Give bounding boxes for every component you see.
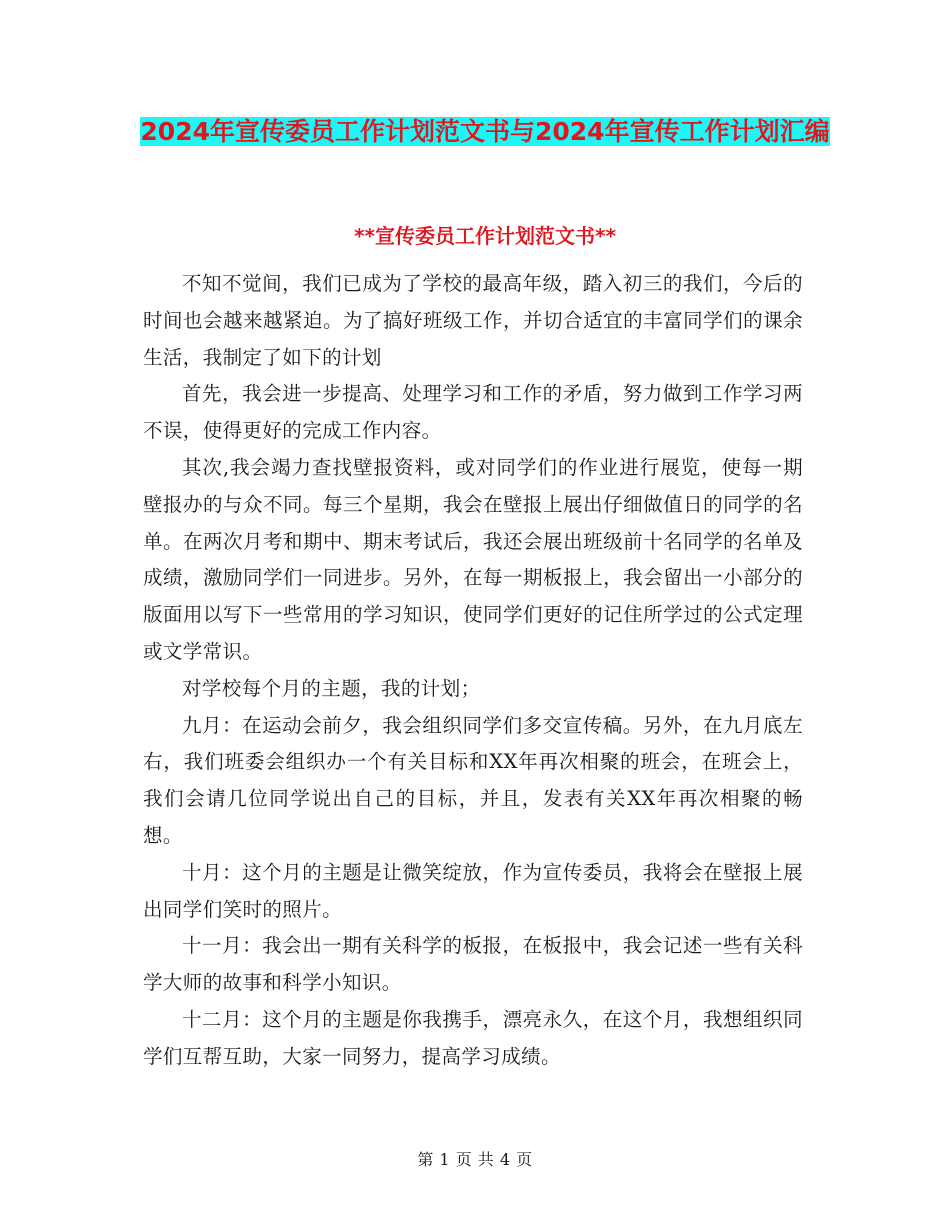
paragraph: 对学校每个月的主题，我的计划； (182, 676, 481, 700)
paragraph: 十二月：这个月的主题是你我携手，漂亮永久，在这个月，我想组织同学们互帮互助，大家一同努力，提高学习成绩。 (143, 1007, 803, 1068)
paragraph: 九月：在运动会前夕，我会组织同学们多交宣传稿。另外，在九月底左右，我们班委会组织办一个有关目标和XX年再次相聚的班会，在班会上，我们会请几位同学说出自己的目标，并且，发表有关XX年再次相聚的畅想。 (143, 713, 803, 847)
paragraph: 十月：这个月的主题是让微笑绽放，作为宣传委员，我将会在壁报上展出同学们笑时的照片。 (143, 860, 803, 921)
paragraph: 其次,我会竭力查找壁报资料，或对同学们的作业进行展览，使每一期壁报办的与众不同。每三个星期，我会在壁报上展出仔细做值日的同学的名单。在两次月考和期中、期末考试后，我还会展出班级前十名同学的名单及成绩，激励同学们一同进步。另外，在每一期板报上，我会留出一小部分的版面用以写下一些常用的学习知识，使同学们更好的记住所学过的公式定理或文学常识。 (143, 455, 803, 663)
paragraph: 首先，我会进一步提高、处理学习和工作的矛盾，努力做到工作学习两不误，使得更好的完成工作内容。 (143, 382, 803, 443)
page-footer: 第 1 页 共 4 页 (417, 1150, 533, 1169)
section-title: **宣传委员工作计划范文书** (354, 224, 616, 248)
paragraph: 不知不觉间，我们已成为了学校的最高年级，踏入初三的我们，今后的时间也会越来越紧迫。为了搞好班级工作，并切合适宜的丰富同学们的课余生活，我制定了如下的计划 (143, 272, 803, 369)
document-body (143, 266, 803, 1076)
document-title-text: 2024年宣传委员工作计划范文书与2024年宣传工作计划汇编 (140, 117, 830, 146)
document-title (140, 108, 830, 156)
paragraph: 十一月：我会出一期有关科学的板报，在板报中，我会记述一些有关科学大师的故事和科学小知识。 (143, 934, 803, 995)
